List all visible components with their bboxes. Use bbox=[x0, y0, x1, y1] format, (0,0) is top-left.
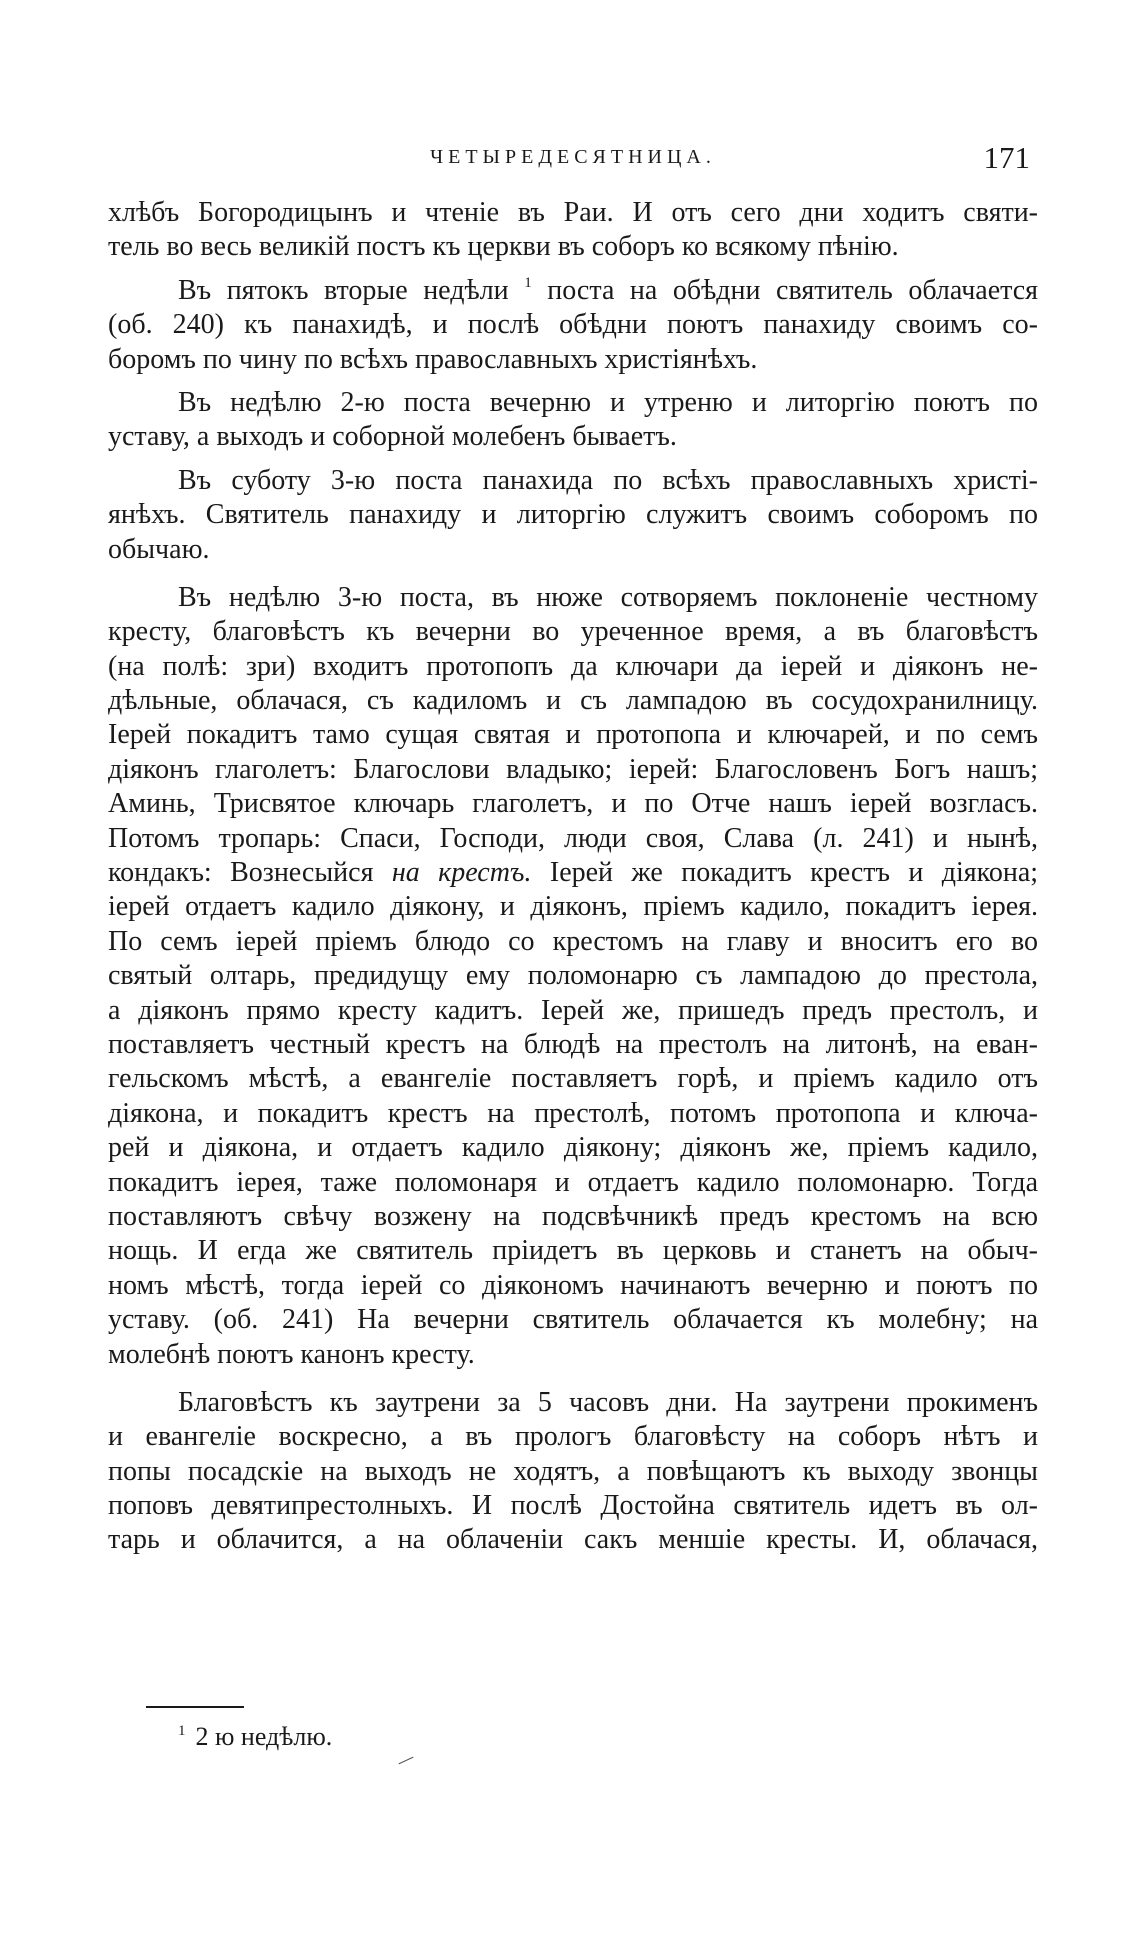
text-line: поповъ девятипрестолныхъ. И послѣ Достойна святитель идетъ въ ол- bbox=[108, 1490, 1038, 1522]
text-line: обычаю. bbox=[108, 533, 210, 565]
text-span: кондакъ: Вознесыйся bbox=[108, 857, 374, 889]
text-line: (об. 240) къ панахидѣ, и послѣ обѣдни поютъ панахиду своимъ со- bbox=[108, 309, 1038, 341]
footnote bbox=[178, 1722, 332, 1752]
text-line: нощь. И егда же святитель пріидетъ въ церковь и станетъ на обыч- bbox=[108, 1235, 1038, 1267]
paragraph-1 bbox=[108, 196, 1038, 265]
italic-text: на крестъ. bbox=[391, 857, 532, 889]
footnote-mark: 1 bbox=[178, 1723, 186, 1739]
text-line: номъ мѣстѣ, тогда іерей со діякономъ начинаютъ вечерню и поютъ по bbox=[108, 1269, 1038, 1301]
text-line: поставляетъ честный крестъ на блюдѣ на престолъ на литонѣ, на еван- bbox=[108, 1028, 1038, 1060]
text-line: покадитъ іерея, таже поломонаря и отдаетъ кадило поломонарю. Тогда bbox=[108, 1166, 1038, 1198]
text-line: кресту, благовѣстъ къ вечерни во уреченное время, а въ благовѣстъ bbox=[108, 616, 1038, 648]
paragraph-3 bbox=[108, 386, 1038, 455]
text-line bbox=[108, 856, 1038, 890]
text-line: святый олтарь, предидущу ему поломонарю съ лампадою до престола, bbox=[108, 960, 1038, 992]
paragraph-2 bbox=[108, 274, 1038, 377]
text-line: уставу. (об. 241) На вечерни святитель облачается къ молебну; на bbox=[108, 1304, 1038, 1336]
text-line: Благовѣстъ къ заутрени за 5 часовъ дни. На заутрени прокименъ bbox=[178, 1386, 1038, 1418]
text-line: Іерей покадитъ тамо сущая святая и протопопа и ключарей, и по семъ bbox=[108, 719, 1038, 751]
text-line: гельскомъ мѣстѣ, а евангеліе поставляетъ горѣ, и пріемъ кадило отъ bbox=[108, 1063, 1038, 1095]
text-line: тель во весь великій постъ къ церкви въ соборъ ко всякому пѣнію. bbox=[108, 231, 899, 263]
stray-mark bbox=[399, 1757, 414, 1765]
text-line: Въ недѣлю 2-ю поста вечерню и утреню и литоргію поютъ по bbox=[178, 386, 1038, 418]
text-line: діяконъ глаголетъ: Благослови владыко; іерей: Благословенъ Богъ нашъ; bbox=[108, 753, 1038, 785]
text-span: Въ пятокъ вторые недѣли bbox=[178, 274, 509, 306]
footnote-rule bbox=[146, 1706, 244, 1708]
text-line: тарь и облачится, а на облаченіи сакъ меншіе кресты. И, облачася, bbox=[108, 1524, 1038, 1556]
text-line: попы посадскіе на выходъ не ходятъ, а повѣщаютъ къ выходу звонцы bbox=[108, 1455, 1038, 1487]
text-span: поста на обѣдни святитель облачается bbox=[547, 274, 1039, 306]
text-line: іерей отдаетъ кадило діякону, и діяконъ, пріемъ кадило, покадитъ іерея. bbox=[108, 891, 1038, 923]
text-line: и евангеліе воскресно, а въ прологъ благовѣсту на соборъ нѣтъ и bbox=[108, 1421, 1038, 1453]
text-line: Потомъ тропарь: Спаси, Господи, люди своя, Слава (л. 241) и нынѣ, bbox=[108, 822, 1038, 854]
text-line: молебнѣ поютъ канонъ кресту. bbox=[108, 1338, 475, 1370]
paragraph-5 bbox=[108, 581, 1038, 1372]
text-line: По семъ іерей пріемъ блюдо со крестомъ на главу и вноситъ его во bbox=[108, 925, 1038, 957]
paragraph-6 bbox=[108, 1386, 1038, 1558]
text-line: рей и діякона, и отдаетъ кадило діякону; діяконъ же, пріемъ кадило, bbox=[108, 1132, 1038, 1164]
running-head bbox=[108, 140, 1038, 184]
text-line: янѣхъ. Святитель панахиду и литоргію служитъ своимъ соборомъ по bbox=[108, 499, 1038, 531]
text-line bbox=[108, 274, 1038, 308]
main-text bbox=[108, 196, 1038, 1567]
page-number: 171 bbox=[983, 140, 1030, 175]
text-line: уставу, а выходъ и соборной молебенъ бываетъ. bbox=[108, 421, 677, 453]
text-line: Въ суботу 3-ю поста панахида по всѣхъ православныхъ христі- bbox=[178, 464, 1038, 496]
paragraph-4 bbox=[108, 464, 1038, 567]
text-line: діякона, и покадитъ крестъ на престолѣ, потомъ протопопа и ключа- bbox=[108, 1097, 1038, 1129]
text-line: боромъ по чину по всѣхъ православныхъ христіянѣхъ. bbox=[108, 343, 758, 375]
text-line: хлѣбъ Богородицынъ и чтеніе въ Раи. И отъ сего дни ходитъ святи- bbox=[108, 197, 1038, 228]
text-line: дѣльные, облачася, съ кадиломъ и съ лампадою въ сосудохранилницу. bbox=[108, 685, 1038, 717]
running-title: ЧЕТЫРЕДЕСЯТНИЦА. bbox=[430, 146, 716, 168]
text-line: поставляютъ свѣчу возжену на подсвѣчникѣ предъ крестомъ на всю bbox=[108, 1200, 1038, 1232]
footnote-text: 2 ю недѣлю. bbox=[195, 1722, 333, 1751]
text-line: Въ недѣлю 3-ю поста, въ нюже сотворяемъ поклоненіе честному bbox=[178, 581, 1038, 613]
text-line: а діяконъ прямо кресту кадитъ. Іерей же, пришедъ предъ престолъ, и bbox=[108, 994, 1038, 1026]
text-line: (на полѣ: зри) входитъ протопопъ да ключари да іерей и діяконъ не- bbox=[108, 650, 1038, 682]
text-span: Іерей же покадитъ крестъ и діякона; bbox=[549, 857, 1039, 889]
text-line: Аминь, Трисвятое ключарь глаголетъ, и по Отче нашъ іерей возгласъ. bbox=[108, 788, 1038, 820]
footnote-reference: 1 bbox=[524, 274, 532, 291]
